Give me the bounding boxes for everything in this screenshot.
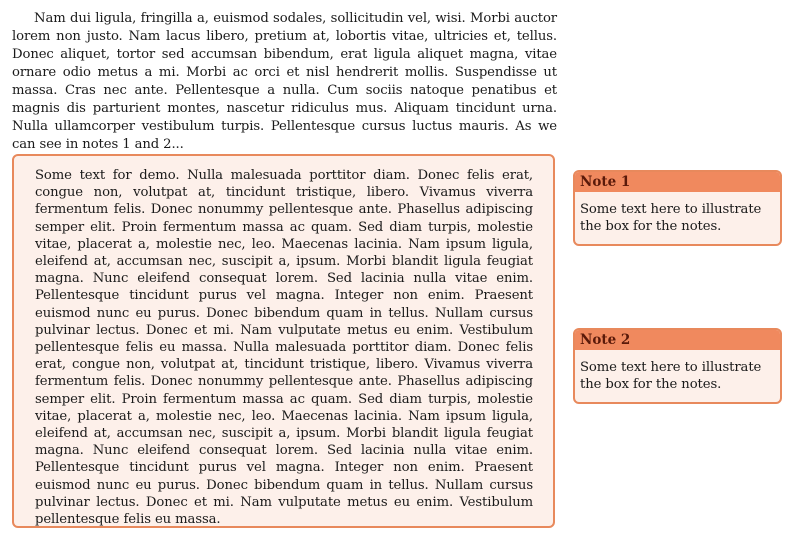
intro-paragraph: Nam dui ligula, fringilla a, euismod sodales, sollicitudin vel, wisi. Morbi auctor lorem non justo. Nam lacus libero, pretium at, lobortis vitae, ultricies et, tellus. Donec aliquet, tortor sed accumsan bibendum, erat ligula aliquet magna, vitae ornare odio metus a mi. Morbi ac orci et nisl hendrerit mollis. Suspendisse ut massa. Cras nec ante. Pellentesque a nulla. Cum sociis natoque penatibus et magnis dis parturient montes, nascetur ridiculus mus. Aliquam tincidunt urna. Nulla ullamcorper vestibulum turpis. Pellentesque cursus luctus mauris. As we can see in notes 1 and 2... bbox=[12, 11, 557, 152]
main-text-box bbox=[12, 154, 555, 528]
main-box-text: Some text for demo. Nulla malesuada porttitor diam. Donec felis erat, congue non, volutpat at, tincidunt tristique, libero. Vivamus viverra fermentum felis. Donec nonummy pellentesque ante. Phasellus adipiscing semper elit. Proin fermentum massa ac quam. Sed diam turpis, molestie vitae, placerat a, molestie nec, leo. Maecenas lacinia. Nam ipsum ligula, eleifend at, accumsan nec, suscipit a, ipsum. Morbi blandit ligula feugiat magna. Nunc eleifend consequat lorem. Sed lacinia nulla vitae enim. Pellentesque tincidunt purus vel magna. Integer non enim. Praesent euismod nunc eu purus. Donec bibendum quam in tellus. Nullam cursus pulvinar lectus. Donec et mi. Nam vulputate metus eu enim. Vestibulum pellentesque felis eu massa. Nulla malesuada porttitor diam. Donec felis erat, congue non, volutpat at, tincidunt tristique, libero. Vivamus viverra fermentum felis. Donec nonummy pellentesque ante. Phasellus adipiscing semper elit. Proin fermentum massa ac quam. Sed diam turpis, molestie vitae, placerat a, molestie nec, leo. Maecenas lacinia. Nam ipsum ligula, eleifend at, accumsan nec, suscipit a, ipsum. Morbi blandit ligula feugiat magna. Nunc eleifend consequat lorem. Sed lacinia nulla vitae enim. Pellentesque tincidunt purus vel magna. Integer non enim. Praesent euismod nunc eu purus. Donec bibendum quam in tellus. Nullam cursus pulvinar lectus. Donec et mi. Nam vulputate metus eu enim. Vestibulum pellentesque felis eu massa. bbox=[35, 168, 533, 528]
note-1-title: Note 1 bbox=[575, 172, 780, 192]
note-2-title: Note 2 bbox=[575, 330, 780, 350]
note-box-1 bbox=[573, 170, 782, 246]
note-box-2 bbox=[573, 328, 782, 404]
note-2-text: Some text here to illustrate the box for the notes. bbox=[580, 360, 762, 392]
note-1-text: Some text here to illustrate the box for the notes. bbox=[580, 202, 762, 234]
